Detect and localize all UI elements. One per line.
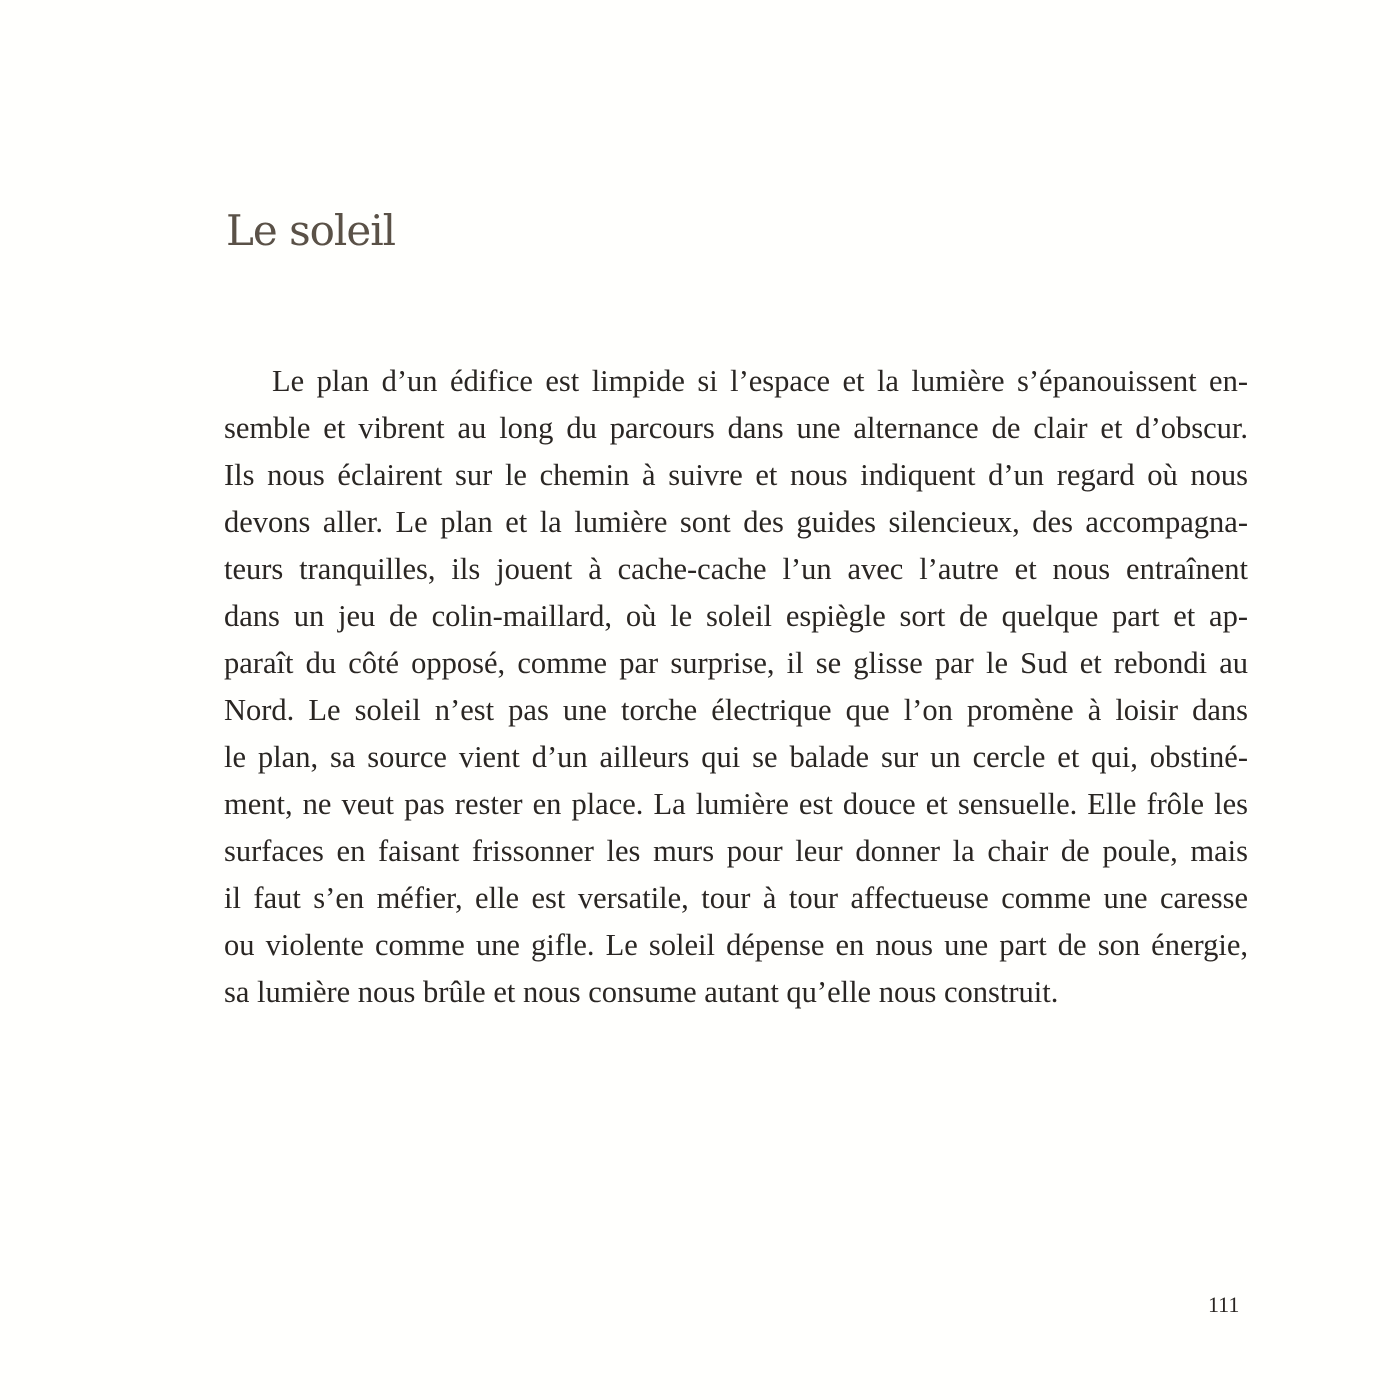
paragraph-line: Le plan d’un édifice est limpide si l’espace et la lumière s’épanouissent en- bbox=[272, 364, 1248, 398]
page-number: 111 bbox=[1208, 1292, 1240, 1317]
chapter-title: Le soleil bbox=[226, 206, 396, 255]
paragraph-line: Nord. Le soleil n’est pas une torche électrique que l’on promène à loisir dans bbox=[224, 693, 1248, 727]
paragraph-line: sa lumière nous brûle et nous consume autant qu’elle nous construit. bbox=[224, 975, 1059, 1009]
paragraph-line: il faut s’en méfier, elle est versatile, tour à tour affectueuse comme une caresse bbox=[224, 881, 1248, 915]
paragraph-line: dans un jeu de colin-maillard, où le soleil espiègle sort de quelque part et ap- bbox=[224, 599, 1248, 633]
paragraph-line: ou violente comme une gifle. Le soleil dépense en nous une part de son énergie, bbox=[224, 928, 1248, 962]
paragraph-line: ment, ne veut pas rester en place. La lumière est douce et sensuelle. Elle frôle les bbox=[224, 787, 1248, 821]
body-paragraph bbox=[224, 358, 1248, 1016]
paragraph-line: teurs tranquilles, ils jouent à cache-cache l’un avec l’autre et nous entraînent bbox=[224, 552, 1248, 586]
paragraph-line: devons aller. Le plan et la lumière sont des guides silencieux, des accompagna- bbox=[224, 505, 1248, 539]
paragraph-line: semble et vibrent au long du parcours dans une alternance de clair et d’obscur. bbox=[224, 411, 1248, 445]
paragraph-line: surfaces en faisant frissonner les murs pour leur donner la chair de poule, mais bbox=[224, 834, 1248, 868]
paragraph-line: paraît du côté opposé, comme par surprise, il se glisse par le Sud et rebondi au bbox=[224, 646, 1248, 680]
paragraph-line: le plan, sa source vient d’un ailleurs qui se balade sur un cercle et qui, obstiné- bbox=[224, 740, 1248, 774]
paragraph-line: Ils nous éclairent sur le chemin à suivre et nous indiquent d’un regard où nous bbox=[224, 458, 1248, 492]
